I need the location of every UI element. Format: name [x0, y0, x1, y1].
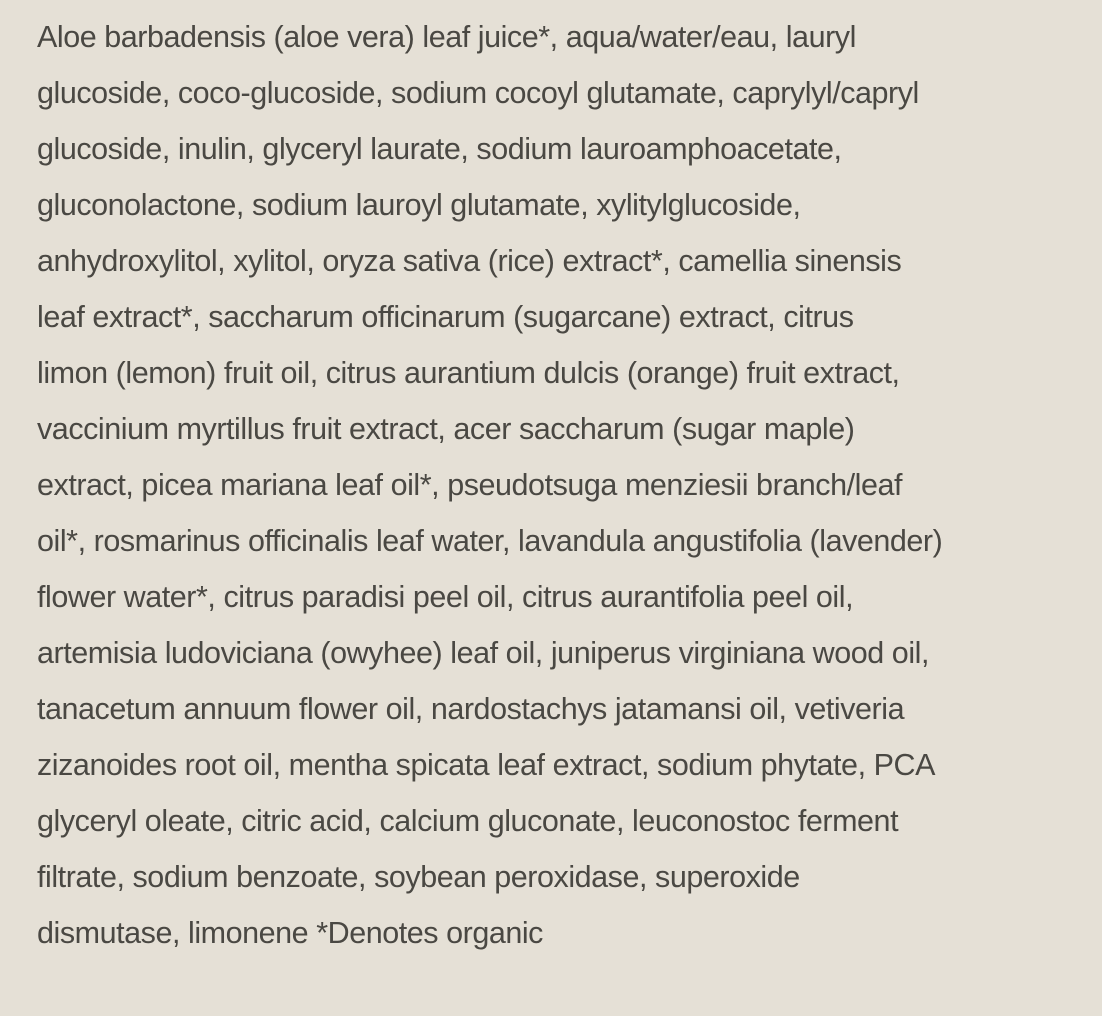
ingredients-line-2: glucoside, coco-glucoside, sodium cocoyl glutamate, caprylyl/capryl — [37, 76, 919, 110]
ingredients-line-11: flower water*, citrus paradisi peel oil, citrus aurantifolia peel oil, — [37, 580, 854, 614]
ingredients-line-7: limon (lemon) fruit oil, citrus aurantium dulcis (orange) fruit extract, — [37, 356, 900, 390]
ingredients-line-16: filtrate, sodium benzoate, soybean peroxidase, superoxide — [37, 860, 800, 894]
ingredients-line-17: dismutase, limonene *Denotes organic — [37, 916, 543, 950]
ingredients-line-12: artemisia ludoviciana (owyhee) leaf oil, juniperus virginiana wood oil, — [37, 636, 930, 670]
ingredients-line-14: zizanoides root oil, mentha spicata leaf extract, sodium phytate, PCA — [37, 748, 935, 782]
ingredients-line-5: anhydroxylitol, xylitol, oryza sativa (rice) extract*, camellia sinensis — [37, 244, 902, 278]
ingredients-line-8: vaccinium myrtillus fruit extract, acer saccharum (sugar maple) — [37, 412, 855, 446]
ingredients-line-9: extract, picea mariana leaf oil*, pseudotsuga menziesii branch/leaf — [37, 468, 903, 502]
ingredients-line-15: glyceryl oleate, citric acid, calcium gluconate, leuconostoc ferment — [37, 804, 899, 838]
ingredients-line-3: glucoside, inulin, glyceryl laurate, sodium lauroamphoacetate, — [37, 132, 842, 166]
ingredients-line-4: gluconolactone, sodium lauroyl glutamate, xylitylglucoside, — [37, 188, 801, 222]
ingredients-line-6: leaf extract*, saccharum officinarum (sugarcane) extract, citrus — [37, 300, 854, 334]
ingredients-line-1: Aloe barbadensis (aloe vera) leaf juice*, aqua/water/eau, lauryl — [37, 20, 856, 54]
ingredients-list — [37, 9, 1097, 961]
ingredients-line-10: oil*, rosmarinus officinalis leaf water, lavandula angustifolia (lavender) — [37, 524, 943, 558]
ingredients-line-13: tanacetum annuum flower oil, nardostachys jatamansi oil, vetiveria — [37, 692, 905, 726]
